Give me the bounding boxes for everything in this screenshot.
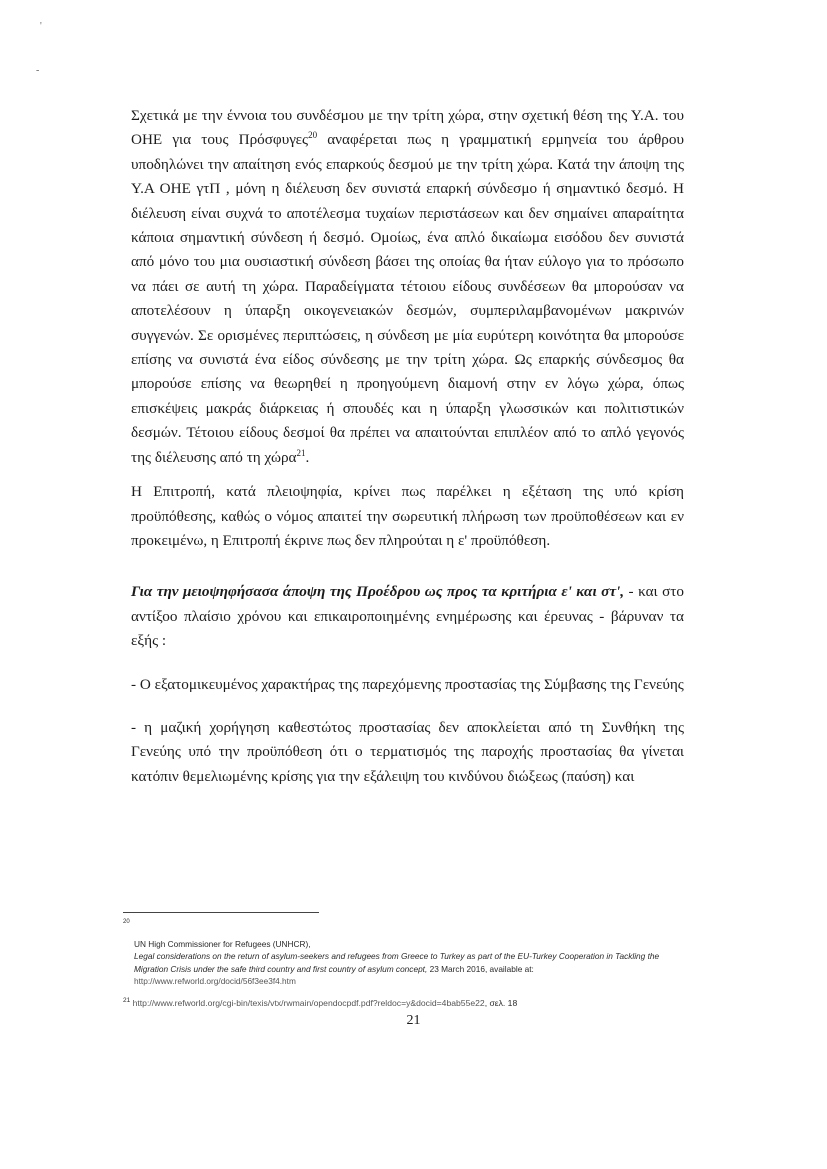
footnote-divider	[123, 912, 319, 913]
main-text	[131, 104, 684, 789]
footnote-20-number: 20	[123, 919, 130, 925]
footnote-20-body	[134, 950, 683, 987]
paragraph-minority-opinion	[131, 580, 684, 653]
footnote-20-author: UN High Commissioner for Refugees (UNHCR),	[134, 939, 311, 950]
footnote-ref-20[interactable]: 20	[308, 130, 318, 141]
paragraph-text: Σχετικά με την έννοια του συνδέσμου με την τρίτη χώρα, στην σχετική θέση της Υ.Α. του ΟΗΕ για τους Πρόσφυγες	[131, 107, 684, 149]
paragraph-text: αναφέρεται πως η γραμματική ερμηνεία του άρθρου υποδηλώνει την απαίτηση ενός επαρκούς δεσμού με την τρίτη χώρα. Κατά την άποψη της Υ.Α ΟΗΕ γτΠ , μόνη η διέλευση δεν συνιστά επαρκή σύνδεσμο ή σημαντικό δεσμό. Η διέλευση είναι συχνά το αποτέλεσμα τυχαίων περιστάσεων και δεν σημαίνει απαραίτητα κάποια σημαντική σύνδεση ή δεσμό. Ομοίως, ένα απλό δικαίωμα εισόδου δεν συνιστά από μόνο του μια ουσιαστική σύνδεση βάσει της οποίας θα ήταν εύλογο για το πρόσωπο να πάει σε αυτή τη χώρα. Παραδείγματα τέτοιου είδους συνδέσεων θα μπορούσαν να αποτελέσουν η ύπαρξη οικογενειακών δεσμών, συμπεριλαμβανομένων μακρινών συγγενών. Σε ορισμένες περιπτώσεις, η σύνδεση με μία ευρύτερη κοινότητα θα μπορούσε επίσης να συνιστά ένα είδος σύνδεσης με την τρίτη χώρα. Ως επαρκής σύνδεσμος θα μπορούσε επίσης να θεωρηθεί η προηγούμενη διαμονή στην εν λόγω χώρα, όπως επισκέψεις μακράς διάρκειας ή σπουδές και η ύπαρξη γλωσσικών και πολιτιστικών δεσμών. Τέτοιου είδους δεσμοί θα πρέπει να απαιτούνται επιπλέον από το απλό γεγονός της διέλευσης από τη χώρα	[131, 131, 684, 466]
minority-opinion-heading: Για την μειοψηφήσασα άποψη της Προέδρου ως προς τα κριτήρια ε' και στ',	[131, 583, 625, 601]
footnote-21-suffix: , σελ. 18	[484, 998, 518, 1009]
footnotes	[123, 916, 683, 1009]
footnote-ref-21[interactable]: 21	[296, 447, 306, 458]
footnote-20	[123, 938, 683, 987]
paragraph-text: .	[305, 448, 310, 466]
page-number: 21	[406, 1013, 421, 1028]
list-item-mass-protection: - η μαζική χορήγηση καθεστώτος προστασίας δεν αποκλείεται από τη Συνθήκη της Γενεύης υπό την προϋπόθεση ότι ο τερματισμός της παροχής προστασίας θα γίνεται κατόπιν θεμελιωμένης κρίσης για την εξάλειψη του κινδύνου διώξεως (παύση) και	[131, 718, 684, 785]
scan-mark-left: -	[36, 65, 40, 76]
paragraph-text: - και στο αντίξοο πλαίσιο χρόνου και επικαιροποιημένης ενημέρωσης και έρευνας - βάρυναν τα εξής :	[131, 583, 684, 650]
footnote-21-number: 21	[123, 997, 131, 1005]
footnote-21	[123, 997, 683, 1009]
footnote-20-title: Legal considerations on the return of asylum-seekers and refugees from Greece to Turkey as part of the EU-Turkey Cooperation in Tackling the Migration Crisis under the safe third country and first country of asylum concept,	[134, 951, 660, 974]
footnote-21-link[interactable]: http://www.refworld.org/cgi-bin/texis/vtx/rwmain/opendocpdf.pdf?reldoc=y&docid=4bab55e22	[130, 998, 485, 1009]
paragraph-committee-decision: Η Επιτροπή, κατά πλειοψηφία, κρίνει πως παρέλκει η εξέταση της υπό κρίση προϋπόθεσης, καθώς ο νόμος απαιτεί την σωρευτική πλήρωση των προϋποθέσεων και εν προκειμένω, η Επιτροπή έκρινε πως δεν πληρούται η ε' προϋπόθεση.	[131, 483, 684, 549]
list-item-individual-character: - Ο εξατομικευμένος χαρακτήρας της παρεχόμενης προστασίας της Σύμβασης της Γενεύης	[131, 675, 684, 693]
paragraph-connection-concept	[131, 104, 684, 470]
scan-mark-top: '	[40, 21, 42, 32]
footnote-20-date: 23 March 2016, available at:	[427, 963, 534, 974]
footnote-20-link[interactable]: http://www.refworld.org/docid/56f3ee3f4.htm	[134, 975, 296, 986]
